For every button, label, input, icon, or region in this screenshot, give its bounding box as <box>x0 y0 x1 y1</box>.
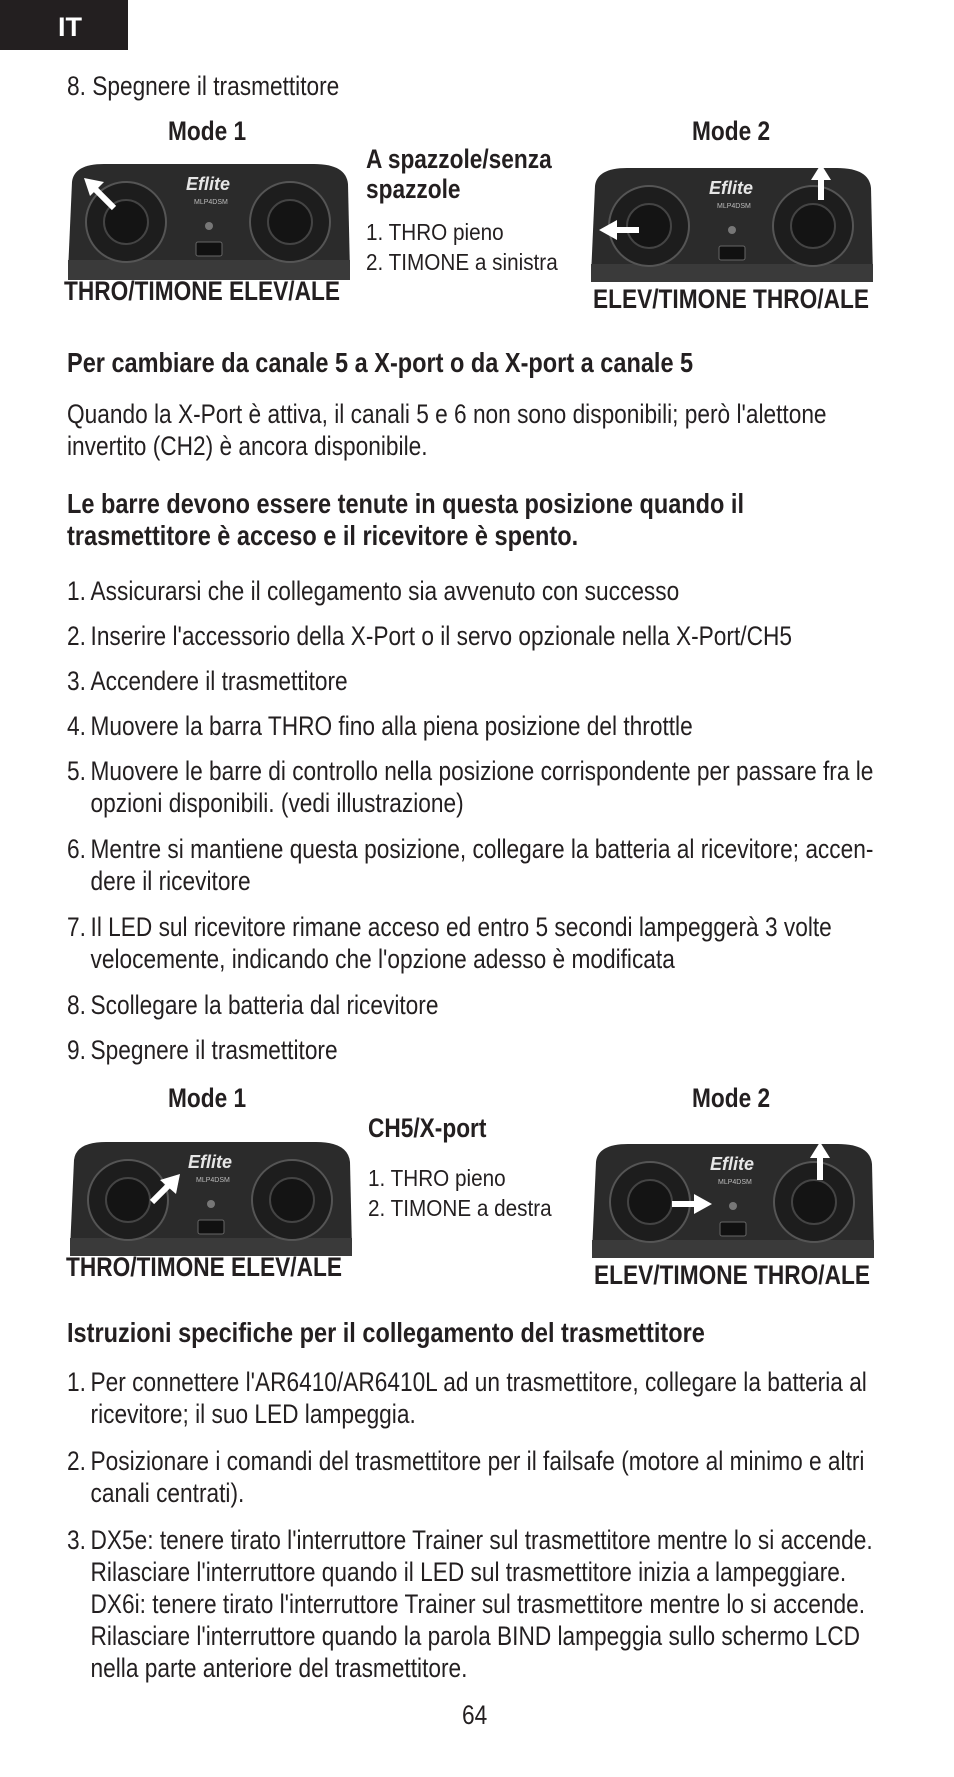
s2-item-2: 2. TIMONE a destra <box>368 1195 552 1221</box>
s1-mode1-transmitter-image <box>64 160 354 280</box>
svg-text:Eflite: Eflite <box>710 1154 755 1174</box>
s1-mode1-label: Mode 1 <box>168 116 247 146</box>
brand-logo: Eflite <box>186 174 231 194</box>
s2-mode2-transmitter-image <box>588 1140 878 1258</box>
s2-title: CH5/X-port <box>368 1113 487 1143</box>
s1-mode2-transmitter-image <box>587 164 877 282</box>
page-number: 64 <box>462 1700 488 1730</box>
s2-right-caption: ELEV/TIMONE THRO/ALE <box>594 1260 870 1290</box>
s1-left-caption: THRO/TIMONE ELEV/ALE <box>64 276 340 306</box>
language-tab: IT <box>0 0 128 50</box>
svg-text:MLP4DSM: MLP4DSM <box>717 203 751 210</box>
xport-paragraph: Quando la X-Port è attiva, il canali 5 e 6 non sono disponibili; però l'alettone invertito (CH2) è ancora disponibile. <box>67 399 827 461</box>
svg-text:MLP4DSM: MLP4DSM <box>718 1179 752 1186</box>
svg-text:Eflite: Eflite <box>709 178 754 198</box>
svg-text:Eflite: Eflite <box>188 1152 233 1172</box>
s2-mode1-transmitter-image <box>66 1138 356 1256</box>
heading-change-channel: Per cambiare da canale 5 a X-port o da X-port a canale 5 <box>67 347 694 378</box>
s1-item-2: 2. TIMONE a sinistra <box>366 249 558 275</box>
s2-item-1: 1. THRO pieno <box>368 1165 506 1191</box>
s1-title: A spazzole/senza spazzole <box>366 144 552 204</box>
top-step: 8. Spegnere il trasmettitore <box>67 71 340 101</box>
s1-mode2-label: Mode 2 <box>692 116 771 146</box>
svg-text:MLP4DSM: MLP4DSM <box>194 199 228 206</box>
s2-left-caption: THRO/TIMONE ELEV/ALE <box>66 1252 342 1282</box>
stick-position-warning: Le barre devono essere tenute in questa posizione quando il trasmettitore è acceso e il ricevitore è spento. <box>67 488 745 551</box>
s2-mode1-label: Mode 1 <box>168 1083 247 1113</box>
s2-mode2-label: Mode 2 <box>692 1083 771 1113</box>
svg-text:MLP4DSM: MLP4DSM <box>196 1177 230 1184</box>
s1-item-1: 1. THRO pieno <box>366 219 504 245</box>
s1-right-caption: ELEV/TIMONE THRO/ALE <box>593 284 869 314</box>
heading-bind-instructions: Istruzioni specifiche per il collegamento del trasmettitore <box>67 1317 705 1348</box>
